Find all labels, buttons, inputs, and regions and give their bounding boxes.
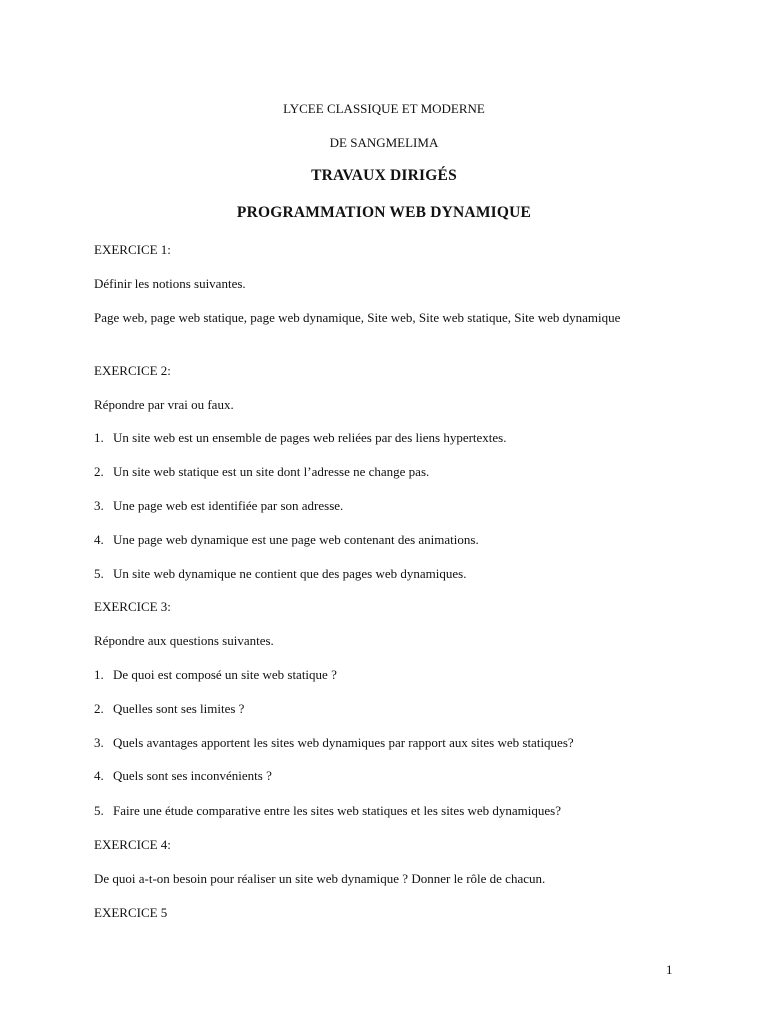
exercise2-instruction: Répondre par vrai ou faux. [94,397,234,412]
exercise4-heading: EXERCICE 4: [94,837,171,852]
item-text: Quels sont ses inconvénients ? [113,768,272,783]
item-number: 1. [94,667,104,682]
subject-title: PROGRAMMATION WEB DYNAMIQUE [236,204,532,221]
list-item [94,700,244,718]
item-text: Quelles sont ses limites ? [113,701,245,716]
item-text: Une page web est identifiée par son adresse. [113,498,344,513]
list-item [94,565,466,583]
item-text: Quels avantages apportent les sites web dynamiques par rapport aux sites web statiques? [113,735,574,750]
exercise1-heading: EXERCICE 1: [94,242,171,257]
item-number: 2. [94,464,104,479]
exercise5-heading: EXERCICE 5 [94,905,168,920]
item-text: Une page web dynamique est une page web contenant des animations. [113,532,479,547]
document-title: TRAVAUX DIRIGÉS [311,167,457,184]
item-number: 5. [94,566,104,581]
list-item [94,767,272,785]
item-number: 5. [94,803,104,818]
list-item [94,429,507,447]
exercise1-notions: Page web, page web statique, page web dynamique, Site web, Site web statique, Site web dynamique [94,310,621,325]
item-text: Faire une étude comparative entre les sites web statiques et les sites web dynamiques? [113,803,561,818]
item-text: Un site web est un ensemble de pages web reliées par des liens hypertextes. [113,430,507,445]
page-number: 1 [666,962,673,977]
exercise1-instruction: Définir les notions suivantes. [94,276,246,291]
item-number: 4. [94,532,104,547]
exercise4-question: De quoi a-t-on besoin pour réaliser un site web dynamique ? Donner le rôle de chacun. [94,871,546,886]
list-item [94,666,337,684]
item-number: 4. [94,768,104,783]
item-number: 2. [94,701,104,716]
list-item [94,734,574,752]
list-item [94,531,479,549]
exercise3-heading: EXERCICE 3: [94,599,171,614]
school-name-line2: DE SANGMELIMA [329,135,439,150]
school-name-line1: LYCEE CLASSIQUE ET MODERNE [283,101,485,116]
item-number: 1. [94,430,104,445]
item-text: Un site web dynamique ne contient que des pages web dynamiques. [113,566,467,581]
item-text: Un site web statique est un site dont l’adresse ne change pas. [113,464,430,479]
item-number: 3. [94,498,104,513]
list-item [94,463,429,481]
list-item [94,802,561,820]
item-text: De quoi est composé un site web statique ? [113,667,337,682]
item-number: 3. [94,735,104,750]
exercise2-heading: EXERCICE 2: [94,363,171,378]
list-item [94,497,343,515]
exercise3-instruction: Répondre aux questions suivantes. [94,633,274,648]
